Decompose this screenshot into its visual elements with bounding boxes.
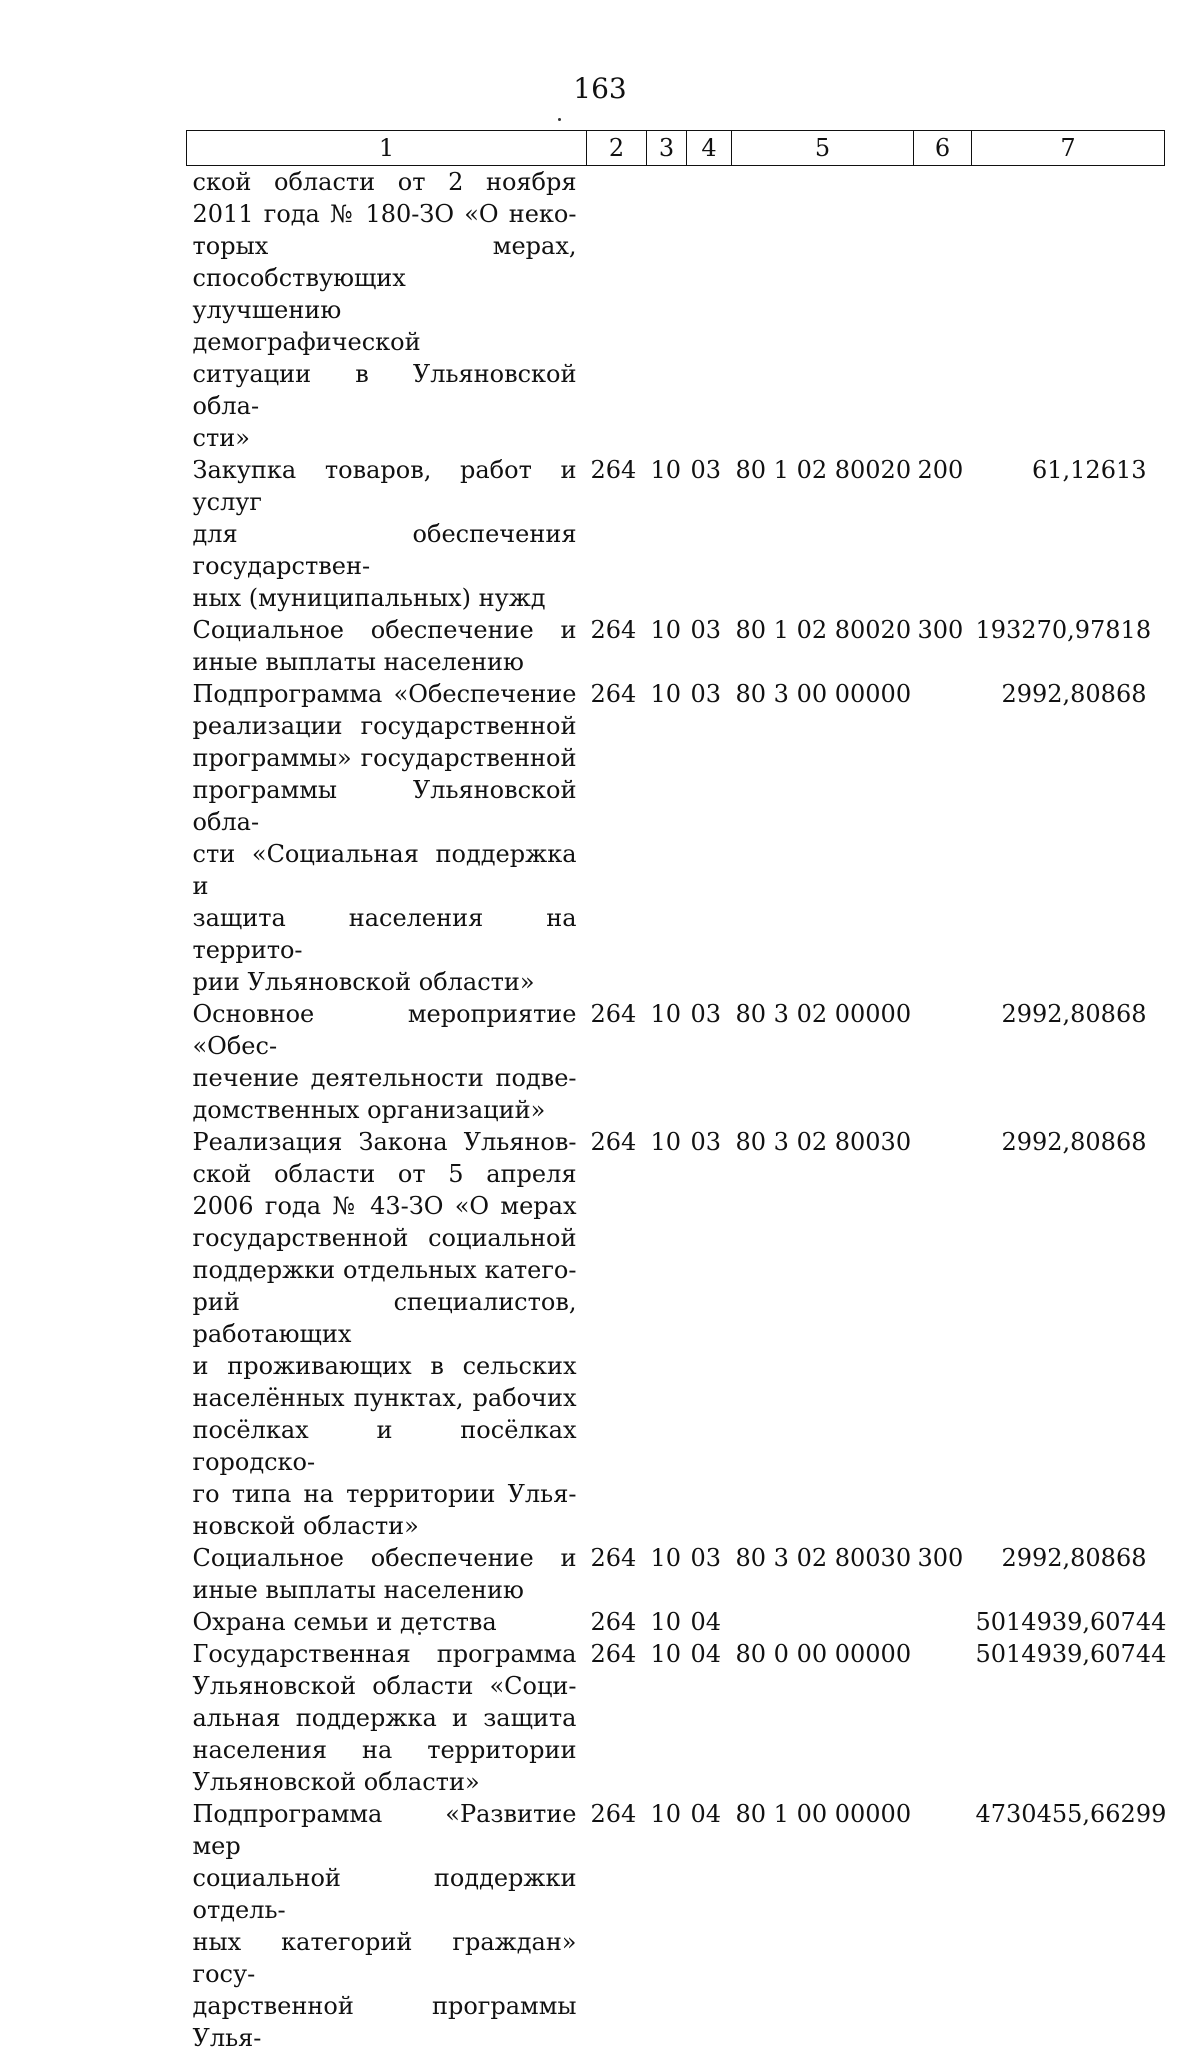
budget-table [186, 130, 1165, 2054]
row-item-name [187, 1638, 587, 1798]
table-row [187, 166, 1165, 455]
row-subsection-code: 03 [687, 454, 732, 614]
item-name-line: домственных организаций» [193, 1094, 577, 1126]
item-name-line: для обеспечения государствен- [193, 518, 577, 582]
row-sum: 2992,80868 [972, 1542, 1165, 1606]
header-col-1: 1 [187, 131, 587, 166]
row-target-article-code: 80 0 00 00000 [732, 1638, 914, 1798]
item-name-line: Социальное обеспечение и [193, 1542, 577, 1574]
row-section-code: 10 [647, 1606, 687, 1638]
item-name-line: Закупка товаров, работ и услуг [193, 454, 577, 518]
header-row [187, 131, 1165, 166]
row-subsection-code: 03 [687, 614, 732, 678]
item-name-line: поддержки отдельных катего- [193, 1254, 577, 1286]
row-ministry-code: 264 [587, 1126, 647, 1542]
item-name-line: программы» государственной [193, 742, 577, 774]
row-sum: 4730455,66299 [972, 1798, 1165, 2054]
row-expense-type-code [914, 1638, 972, 1798]
row-ministry-code: 264 [587, 1606, 647, 1638]
item-name-line: ской области от 2 ноября [193, 166, 577, 198]
row-sum: 2992,80868 [972, 998, 1165, 1126]
row-expense-type-code: 200 [914, 454, 972, 614]
row-sum: 2992,80868 [972, 678, 1165, 998]
item-name-line: рий специалистов, работающих [193, 1286, 577, 1350]
row-section-code: 10 [647, 614, 687, 678]
row-ministry-code: 264 [587, 998, 647, 1126]
row-ministry-code: 264 [587, 1542, 647, 1606]
item-name-line: торых мерах, способствующих [193, 230, 577, 294]
row-section-code [647, 166, 687, 455]
item-name-line: Реализация Закона Ульянов- [193, 1126, 577, 1158]
item-name-line: печение деятельности подве- [193, 1062, 577, 1094]
row-expense-type-code [914, 1606, 972, 1638]
row-subsection-code: 04 [687, 1606, 732, 1638]
item-name-line: сти «Социальная поддержка и [193, 838, 577, 902]
row-target-article-code [732, 1606, 914, 1638]
item-name-line: реализации государственной [193, 710, 577, 742]
table-row [187, 454, 1165, 614]
item-name-line: и проживающих в сельских [193, 1350, 577, 1382]
table-row [187, 998, 1165, 1126]
row-item-name [187, 1798, 587, 2054]
row-target-article-code: 80 3 02 00000 [732, 998, 914, 1126]
item-name-line: го типа на территории Улья- [193, 1478, 577, 1510]
item-name-line: Подпрограмма «Обеспечение [193, 678, 577, 710]
item-name-line: Государственная программа [193, 1638, 577, 1670]
row-ministry-code [587, 166, 647, 455]
row-sum: 193270,97818 [972, 614, 1165, 678]
item-name-line: Социальное обеспечение и [193, 614, 577, 646]
header-col-4: 4 [687, 131, 732, 166]
item-name-line: Ульяновской области» [193, 1766, 577, 1798]
row-expense-type-code [914, 1798, 972, 2054]
row-section-code: 10 [647, 678, 687, 998]
row-expense-type-code [914, 166, 972, 455]
row-section-code: 10 [647, 1638, 687, 1798]
row-ministry-code: 264 [587, 1798, 647, 2054]
row-item-name [187, 998, 587, 1126]
row-section-code: 10 [647, 1542, 687, 1606]
row-expense-type-code [914, 1126, 972, 1542]
table-row [187, 614, 1165, 678]
row-ministry-code: 264 [587, 1638, 647, 1798]
item-name-line: посёлках и посёлках городско- [193, 1414, 577, 1478]
header-col-7: 7 [972, 131, 1165, 166]
item-name-line: ской области от 5 апреля [193, 1158, 577, 1190]
item-name-line: ситуации в Ульяновской обла- [193, 358, 577, 422]
item-name-line: альная поддержка и защита [193, 1702, 577, 1734]
table-row [187, 1798, 1165, 2054]
item-name-line: улучшению демографической [193, 294, 577, 358]
row-expense-type-code: 300 [914, 614, 972, 678]
row-section-code: 10 [647, 454, 687, 614]
table-row [187, 678, 1165, 998]
item-name-line: Охрана семьи и детства [193, 1606, 577, 1638]
item-name-line: новской области» [193, 1510, 577, 1542]
row-target-article-code: 80 3 00 00000 [732, 678, 914, 998]
header-col-6: 6 [914, 131, 972, 166]
item-name-line: 2006 года № 43-ЗО «О мерах [193, 1190, 577, 1222]
row-subsection-code: 03 [687, 678, 732, 998]
item-name-line: Ульяновской области «Соци- [193, 1670, 577, 1702]
row-target-article-code: 80 3 02 80030 [732, 1126, 914, 1542]
row-ministry-code: 264 [587, 454, 647, 614]
row-subsection-code: 03 [687, 998, 732, 1126]
item-name-line: 2011 года № 180-ЗО «О неко- [193, 198, 577, 230]
item-name-line: иные выплаты населению [193, 646, 577, 678]
row-target-article-code: 80 3 02 80030 [732, 1542, 914, 1606]
row-subsection-code: 03 [687, 1542, 732, 1606]
row-expense-type-code: 300 [914, 1542, 972, 1606]
row-expense-type-code [914, 998, 972, 1126]
item-name-line: дарственной программы Улья- [193, 1990, 577, 2054]
row-subsection-code: 04 [687, 1638, 732, 1798]
table-header [187, 131, 1165, 166]
row-sum: 5014939,60744 [972, 1638, 1165, 1798]
item-name-line: социальной поддержки отдель- [193, 1862, 577, 1926]
row-item-name [187, 614, 587, 678]
item-name-line: иные выплаты населению [193, 1574, 577, 1606]
item-name-line: ных (муниципальных) нужд [193, 582, 577, 614]
row-section-code: 10 [647, 1126, 687, 1542]
table-row [187, 1542, 1165, 1606]
item-name-line: населения на территории [193, 1734, 577, 1766]
row-target-article-code: 80 1 02 80020 [732, 614, 914, 678]
table-row [187, 1126, 1165, 1542]
row-target-article-code [732, 166, 914, 455]
row-item-name [187, 1606, 587, 1638]
item-name-line: Подпрограмма «Развитие мер [193, 1798, 577, 1862]
row-ministry-code: 264 [587, 678, 647, 998]
row-sum: 2992,80868 [972, 1126, 1165, 1542]
item-name-line: населённых пунктах, рабочих [193, 1382, 577, 1414]
row-item-name [187, 454, 587, 614]
item-name-line: рии Ульяновской области» [193, 966, 577, 998]
row-sum: 5014939,60744 [972, 1606, 1165, 1638]
page-number: 163 [0, 72, 1200, 106]
item-name-line: программы Ульяновской обла- [193, 774, 577, 838]
item-name-line: защита населения на террито- [193, 902, 577, 966]
table-body [187, 166, 1165, 2054]
row-target-article-code: 80 1 02 80020 [732, 454, 914, 614]
header-col-3: 3 [647, 131, 687, 166]
row-item-name [187, 166, 587, 455]
row-section-code: 10 [647, 998, 687, 1126]
item-name-line: Основное мероприятие «Обес- [193, 998, 577, 1062]
item-name-line: сти» [193, 422, 577, 454]
row-subsection-code [687, 166, 732, 455]
scan-speck [558, 118, 561, 121]
table-row [187, 1638, 1165, 1798]
row-item-name [187, 678, 587, 998]
header-col-2: 2 [587, 131, 647, 166]
row-subsection-code: 04 [687, 1798, 732, 2054]
row-target-article-code: 80 1 00 00000 [732, 1798, 914, 2054]
row-subsection-code: 03 [687, 1126, 732, 1542]
item-name-line: ных категорий граждан» госу- [193, 1926, 577, 1990]
row-sum: 61,12613 [972, 454, 1165, 614]
row-expense-type-code [914, 678, 972, 998]
row-item-name [187, 1126, 587, 1542]
header-col-5: 5 [732, 131, 914, 166]
item-name-line: государственной социальной [193, 1222, 577, 1254]
row-section-code: 10 [647, 1798, 687, 2054]
row-item-name [187, 1542, 587, 1606]
row-ministry-code: 264 [587, 614, 647, 678]
table-row [187, 1606, 1165, 1638]
row-sum [972, 166, 1165, 455]
